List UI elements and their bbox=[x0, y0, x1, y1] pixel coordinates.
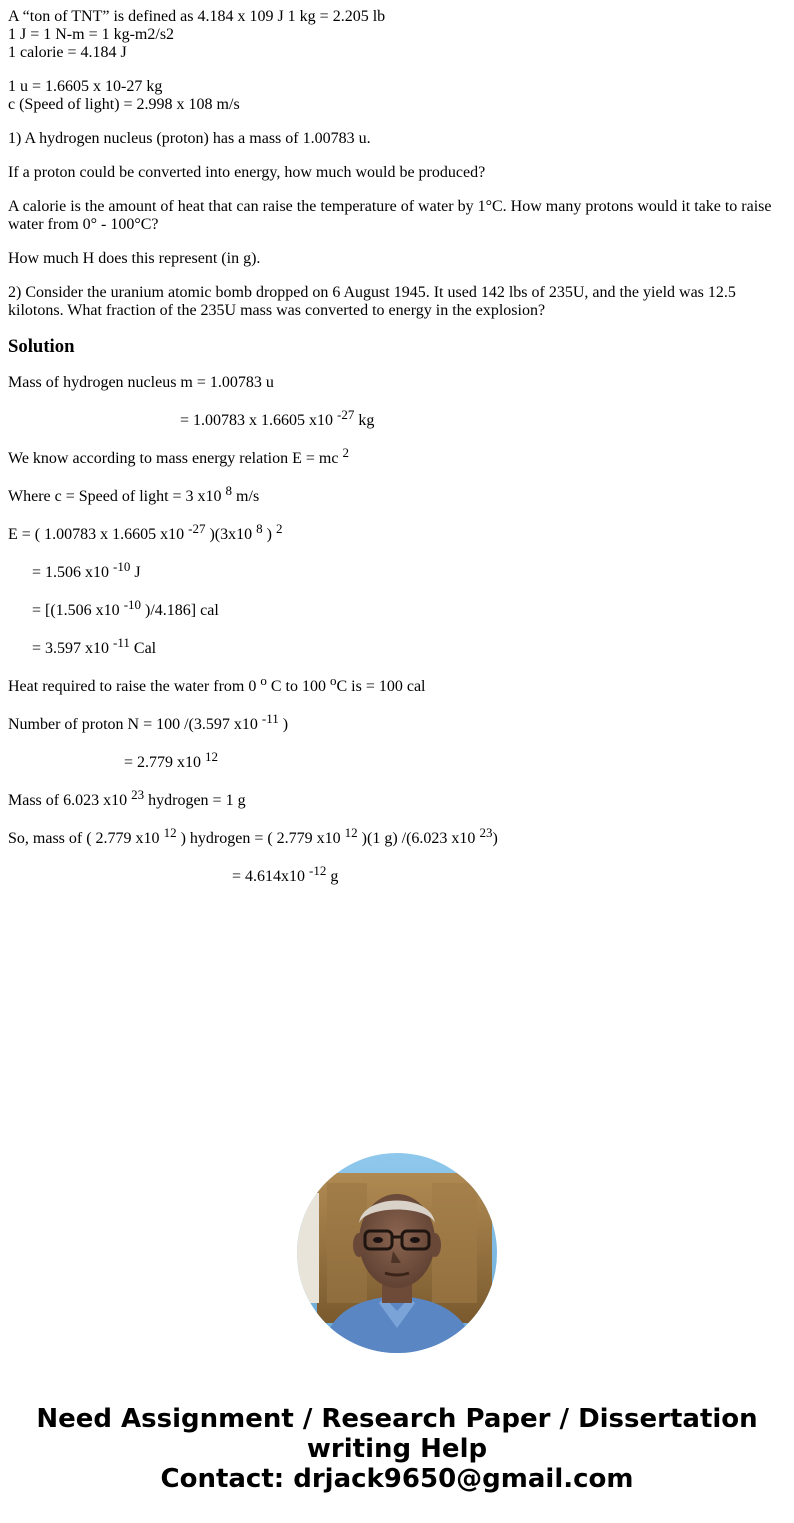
document-body bbox=[8, 8, 786, 906]
exponent: 8 bbox=[225, 483, 233, 498]
text: Number of proton N = 100 /(3.597 x10 bbox=[8, 716, 262, 733]
text: Where c = Speed of light = 3 x10 bbox=[8, 488, 226, 505]
text: hydrogen = 1 g bbox=[144, 792, 246, 809]
exponent: -11 bbox=[113, 635, 130, 650]
solution-line bbox=[8, 521, 786, 544]
given-line: A “ton of TNT” is defined as 4.184 x 109 J 1 kg = 2.205 lb bbox=[8, 8, 386, 25]
exponent: 2 bbox=[275, 521, 283, 536]
text: ) bbox=[278, 716, 289, 733]
solution-line bbox=[8, 635, 786, 658]
text: So, mass of ( 2.779 x10 bbox=[8, 830, 164, 847]
text: ) bbox=[262, 526, 276, 543]
exponent: -10 bbox=[113, 559, 131, 574]
solution-line bbox=[8, 749, 786, 772]
text: )(3x10 bbox=[205, 526, 257, 543]
text: )(1 g) /(6.023 x10 bbox=[357, 830, 480, 847]
solution-line bbox=[8, 711, 786, 734]
question-1c: How much H does this represent (in g). bbox=[8, 250, 261, 267]
exponent: -11 bbox=[261, 711, 279, 726]
solution-heading: Solution bbox=[8, 336, 75, 357]
text: J bbox=[130, 564, 141, 581]
exponent: -12 bbox=[309, 863, 327, 878]
text: Mass of hydrogen nucleus m = 1.00783 u bbox=[8, 374, 274, 391]
exponent: o bbox=[260, 673, 267, 688]
question-1: 1) A hydrogen nucleus (proton) has a mass of 1.00783 u. bbox=[8, 130, 371, 147]
text: kg bbox=[354, 412, 375, 429]
solution-line bbox=[8, 374, 786, 392]
exponent: 8 bbox=[256, 521, 263, 536]
solution-line bbox=[8, 483, 786, 506]
text: = 1.506 x10 bbox=[32, 564, 114, 581]
given-line: 1 J = 1 N-m = 1 kg-m2/s2 bbox=[8, 26, 175, 43]
text: E = ( 1.00783 x 1.6605 x10 bbox=[8, 526, 189, 543]
solution-line bbox=[8, 407, 786, 430]
solution-line bbox=[8, 597, 786, 620]
text: ) hydrogen = ( 2.779 x10 bbox=[176, 830, 345, 847]
solution-body bbox=[8, 374, 786, 886]
question-2: 2) Consider the uranium atomic bomb dropped on 6 August 1945. It used 142 lbs of 235U, and the yield was 12.5 kilotons. What fraction of the 235U mass was converted to energy in the explosion? bbox=[8, 284, 736, 319]
given-line: 1 calorie = 4.184 J bbox=[8, 44, 127, 61]
text: = 3.597 x10 bbox=[32, 640, 114, 657]
portrait-photo bbox=[297, 1153, 497, 1353]
text: Cal bbox=[129, 640, 157, 657]
solution-line bbox=[8, 787, 786, 810]
solution-line bbox=[8, 825, 786, 848]
solution-line bbox=[8, 863, 786, 886]
text: g bbox=[326, 868, 339, 885]
given-block-1 bbox=[8, 8, 786, 62]
exponent: 12 bbox=[205, 749, 219, 764]
text: = 1.00783 x 1.6605 x10 bbox=[180, 412, 338, 429]
avatar bbox=[297, 1153, 497, 1353]
given-line: 1 u = 1.6605 x 10-27 kg bbox=[8, 78, 163, 95]
text: = [(1.506 x10 bbox=[32, 602, 124, 619]
exponent: -10 bbox=[123, 597, 142, 612]
footer-line: writing Help bbox=[306, 1434, 488, 1464]
exponent: -27 bbox=[188, 521, 206, 536]
footer-banner bbox=[0, 1404, 794, 1494]
exponent: 12 bbox=[344, 825, 358, 840]
exponent: -27 bbox=[337, 407, 355, 422]
footer-line: Need Assignment / Research Paper / Dissertation bbox=[36, 1404, 758, 1434]
text: )/4.186] cal bbox=[141, 602, 219, 619]
solution-line bbox=[8, 559, 786, 582]
solution-line bbox=[8, 673, 786, 696]
solution-line bbox=[8, 445, 786, 468]
exponent: o bbox=[329, 673, 337, 688]
exponent: 2 bbox=[342, 445, 349, 460]
question-1a: If a proton could be converted into energy, how much would be produced? bbox=[8, 164, 486, 181]
text: C is = 100 cal bbox=[336, 678, 426, 695]
text: ) bbox=[492, 830, 498, 847]
exponent: 12 bbox=[163, 825, 177, 840]
text: Mass of 6.023 x10 bbox=[8, 792, 132, 809]
text: We know according to mass energy relation E = mc bbox=[8, 450, 343, 467]
footer-contact: Contact: drjack9650@gmail.com bbox=[160, 1464, 634, 1494]
exponent: 23 bbox=[131, 787, 145, 802]
text: = 2.779 x10 bbox=[124, 754, 206, 771]
exponent: 23 bbox=[479, 825, 493, 840]
given-line: c (Speed of light) = 2.998 x 108 m/s bbox=[8, 96, 240, 113]
text: Heat required to raise the water from 0 bbox=[8, 678, 261, 695]
question-1b: A calorie is the amount of heat that can raise the temperature of water by 1°C. How many protons would it take to raise water from 0° - 100°C? bbox=[8, 198, 772, 233]
given-block-2 bbox=[8, 78, 786, 114]
text: C to 100 bbox=[266, 678, 330, 695]
text: m/s bbox=[232, 488, 260, 505]
text: = 4.614x10 bbox=[232, 868, 310, 885]
